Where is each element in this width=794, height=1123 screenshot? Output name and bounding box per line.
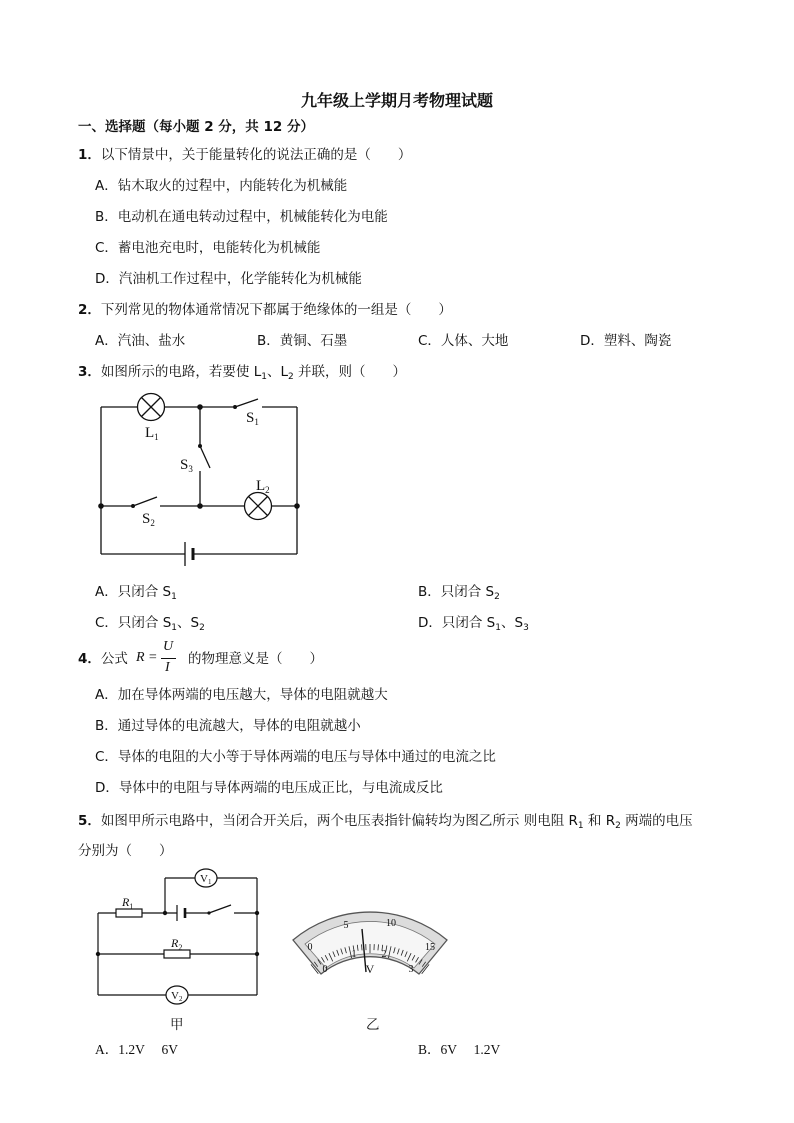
subscript: 2	[265, 485, 270, 495]
section-heading: 一、选择题（每小题 2 分，共 12 分）	[78, 119, 314, 135]
subscript: 1	[129, 902, 134, 911]
question-number: 5．	[78, 813, 101, 829]
q1-option-c: C．蓄电池充电时，电能转化为机械能	[95, 240, 321, 256]
question-stem: 的物理意义是（ ）	[188, 651, 323, 667]
option-text: C．只闭合 S	[95, 615, 172, 631]
label-S2: S	[142, 511, 151, 527]
dial-tick	[378, 944, 379, 950]
question-stem: 如图所示的电路，若要使 L	[100, 364, 262, 380]
question-stem-line2: 分别为（ ）	[78, 843, 173, 859]
q4-option-b: B．通过导体的电流越大，导体的电阻就越小	[95, 718, 361, 734]
option-text: 、S	[501, 615, 524, 631]
label-S1: S	[246, 410, 255, 426]
dial-outer-label: 0	[307, 942, 313, 953]
q4-option-c: C．导体的电阻的大小等于导体两端的电压与导体中通过的电流之比	[95, 749, 496, 765]
dial-outer-label: 10	[386, 918, 396, 929]
question-stem: 下列常见的物体通常情况下都属于绝缘体的一组是（ ）	[100, 302, 452, 318]
formula-numerator: U	[163, 639, 174, 654]
question-number: 2．	[78, 302, 101, 318]
dial-unit: V	[365, 962, 375, 976]
subscript: 1	[577, 821, 584, 831]
subscript: 3	[523, 623, 529, 633]
exam-title: 九年级上学期月考物理试题	[300, 91, 493, 110]
subscript: 2	[199, 623, 205, 633]
question-stem: 如图甲所示电路中，当闭合开关后，两个电压表指针偏转均为图乙所示 则电阻 R	[100, 813, 578, 829]
subscript: 1	[254, 417, 259, 427]
subscript: 1	[171, 592, 177, 602]
subscript: 2	[178, 943, 183, 952]
q4-option-d: D．导体中的电阻与导体两端的电压成正比，与电流成反比	[95, 780, 443, 796]
question-stem: 以下情景中，关于能量转化的说法正确的是（ ）	[100, 147, 412, 163]
question-stem: 两端的电压	[620, 813, 693, 829]
question-number: 1．	[78, 147, 101, 163]
q1-option-d: D．汽油机工作过程中，化学能转化为机械能	[95, 271, 362, 287]
formula-lhs: R =	[136, 650, 158, 665]
subscript: 2	[615, 821, 621, 831]
q5-option-b: B．6V 1.2V	[418, 1042, 501, 1057]
q2-option-b: B．黄铜、石墨	[257, 333, 348, 349]
label-S3: S	[180, 457, 189, 473]
label-L2: L	[256, 478, 266, 494]
subscript: 1	[171, 623, 178, 633]
option-text: A．只闭合 S	[95, 584, 172, 600]
subscript: 1	[207, 878, 212, 886]
q2-option-a: A．汽油、盐水	[95, 333, 186, 349]
option-text: B．只闭合 S	[418, 584, 495, 600]
subscript: 2	[287, 372, 294, 382]
label-R2: R	[171, 936, 179, 950]
formula-denominator: I	[165, 660, 170, 675]
dial-outer-label: 15	[425, 942, 435, 953]
subscript: 1	[261, 372, 267, 382]
question-stem: 公式	[100, 651, 128, 667]
q2-option-d: D．塑料、陶瓷	[580, 333, 672, 349]
dial-inner-label: 2	[381, 949, 387, 960]
q5-option-a: A．1.2V 6V	[95, 1042, 179, 1057]
q4-option-a: A．加在导体两端的电压越大，导体的电阻就越大	[95, 687, 388, 703]
question-stem: 并联，则（ ）	[293, 364, 407, 380]
figure-label-yi: 乙	[366, 1017, 380, 1033]
dial-inner-label: 0	[322, 964, 328, 975]
label-V1: V	[200, 873, 208, 885]
question-stem: 、L	[266, 364, 288, 380]
figure-label-jia: 甲	[170, 1017, 184, 1033]
q1-option-a: A．钻木取火的过程中，内能转化为机械能	[95, 178, 348, 194]
dial-outer-label: 5	[343, 920, 349, 931]
subscript: 2	[494, 592, 500, 602]
label-R1: R	[122, 895, 130, 909]
label-L1: L	[145, 425, 155, 441]
question-number: 3．	[78, 364, 101, 380]
subscript: 1	[154, 432, 159, 442]
label-V2: V	[171, 990, 179, 1002]
q1-option-b: B．电动机在通电转动过程中，机械能转化为电能	[95, 209, 388, 225]
dial-inner-label: 1	[351, 949, 357, 960]
subscript: 3	[188, 464, 193, 474]
subscript: 2	[150, 518, 155, 528]
q2-option-c: C．人体、大地	[418, 333, 509, 349]
dial-tick	[362, 944, 363, 950]
option-text: 、S	[177, 615, 200, 631]
dial-inner-label: 3	[408, 964, 414, 975]
question-number: 4．	[78, 651, 101, 667]
subscript: 2	[178, 995, 183, 1003]
option-text: D．只闭合 S	[418, 615, 496, 631]
question-stem: 和 R	[583, 813, 616, 829]
subscript: 1	[495, 623, 501, 633]
